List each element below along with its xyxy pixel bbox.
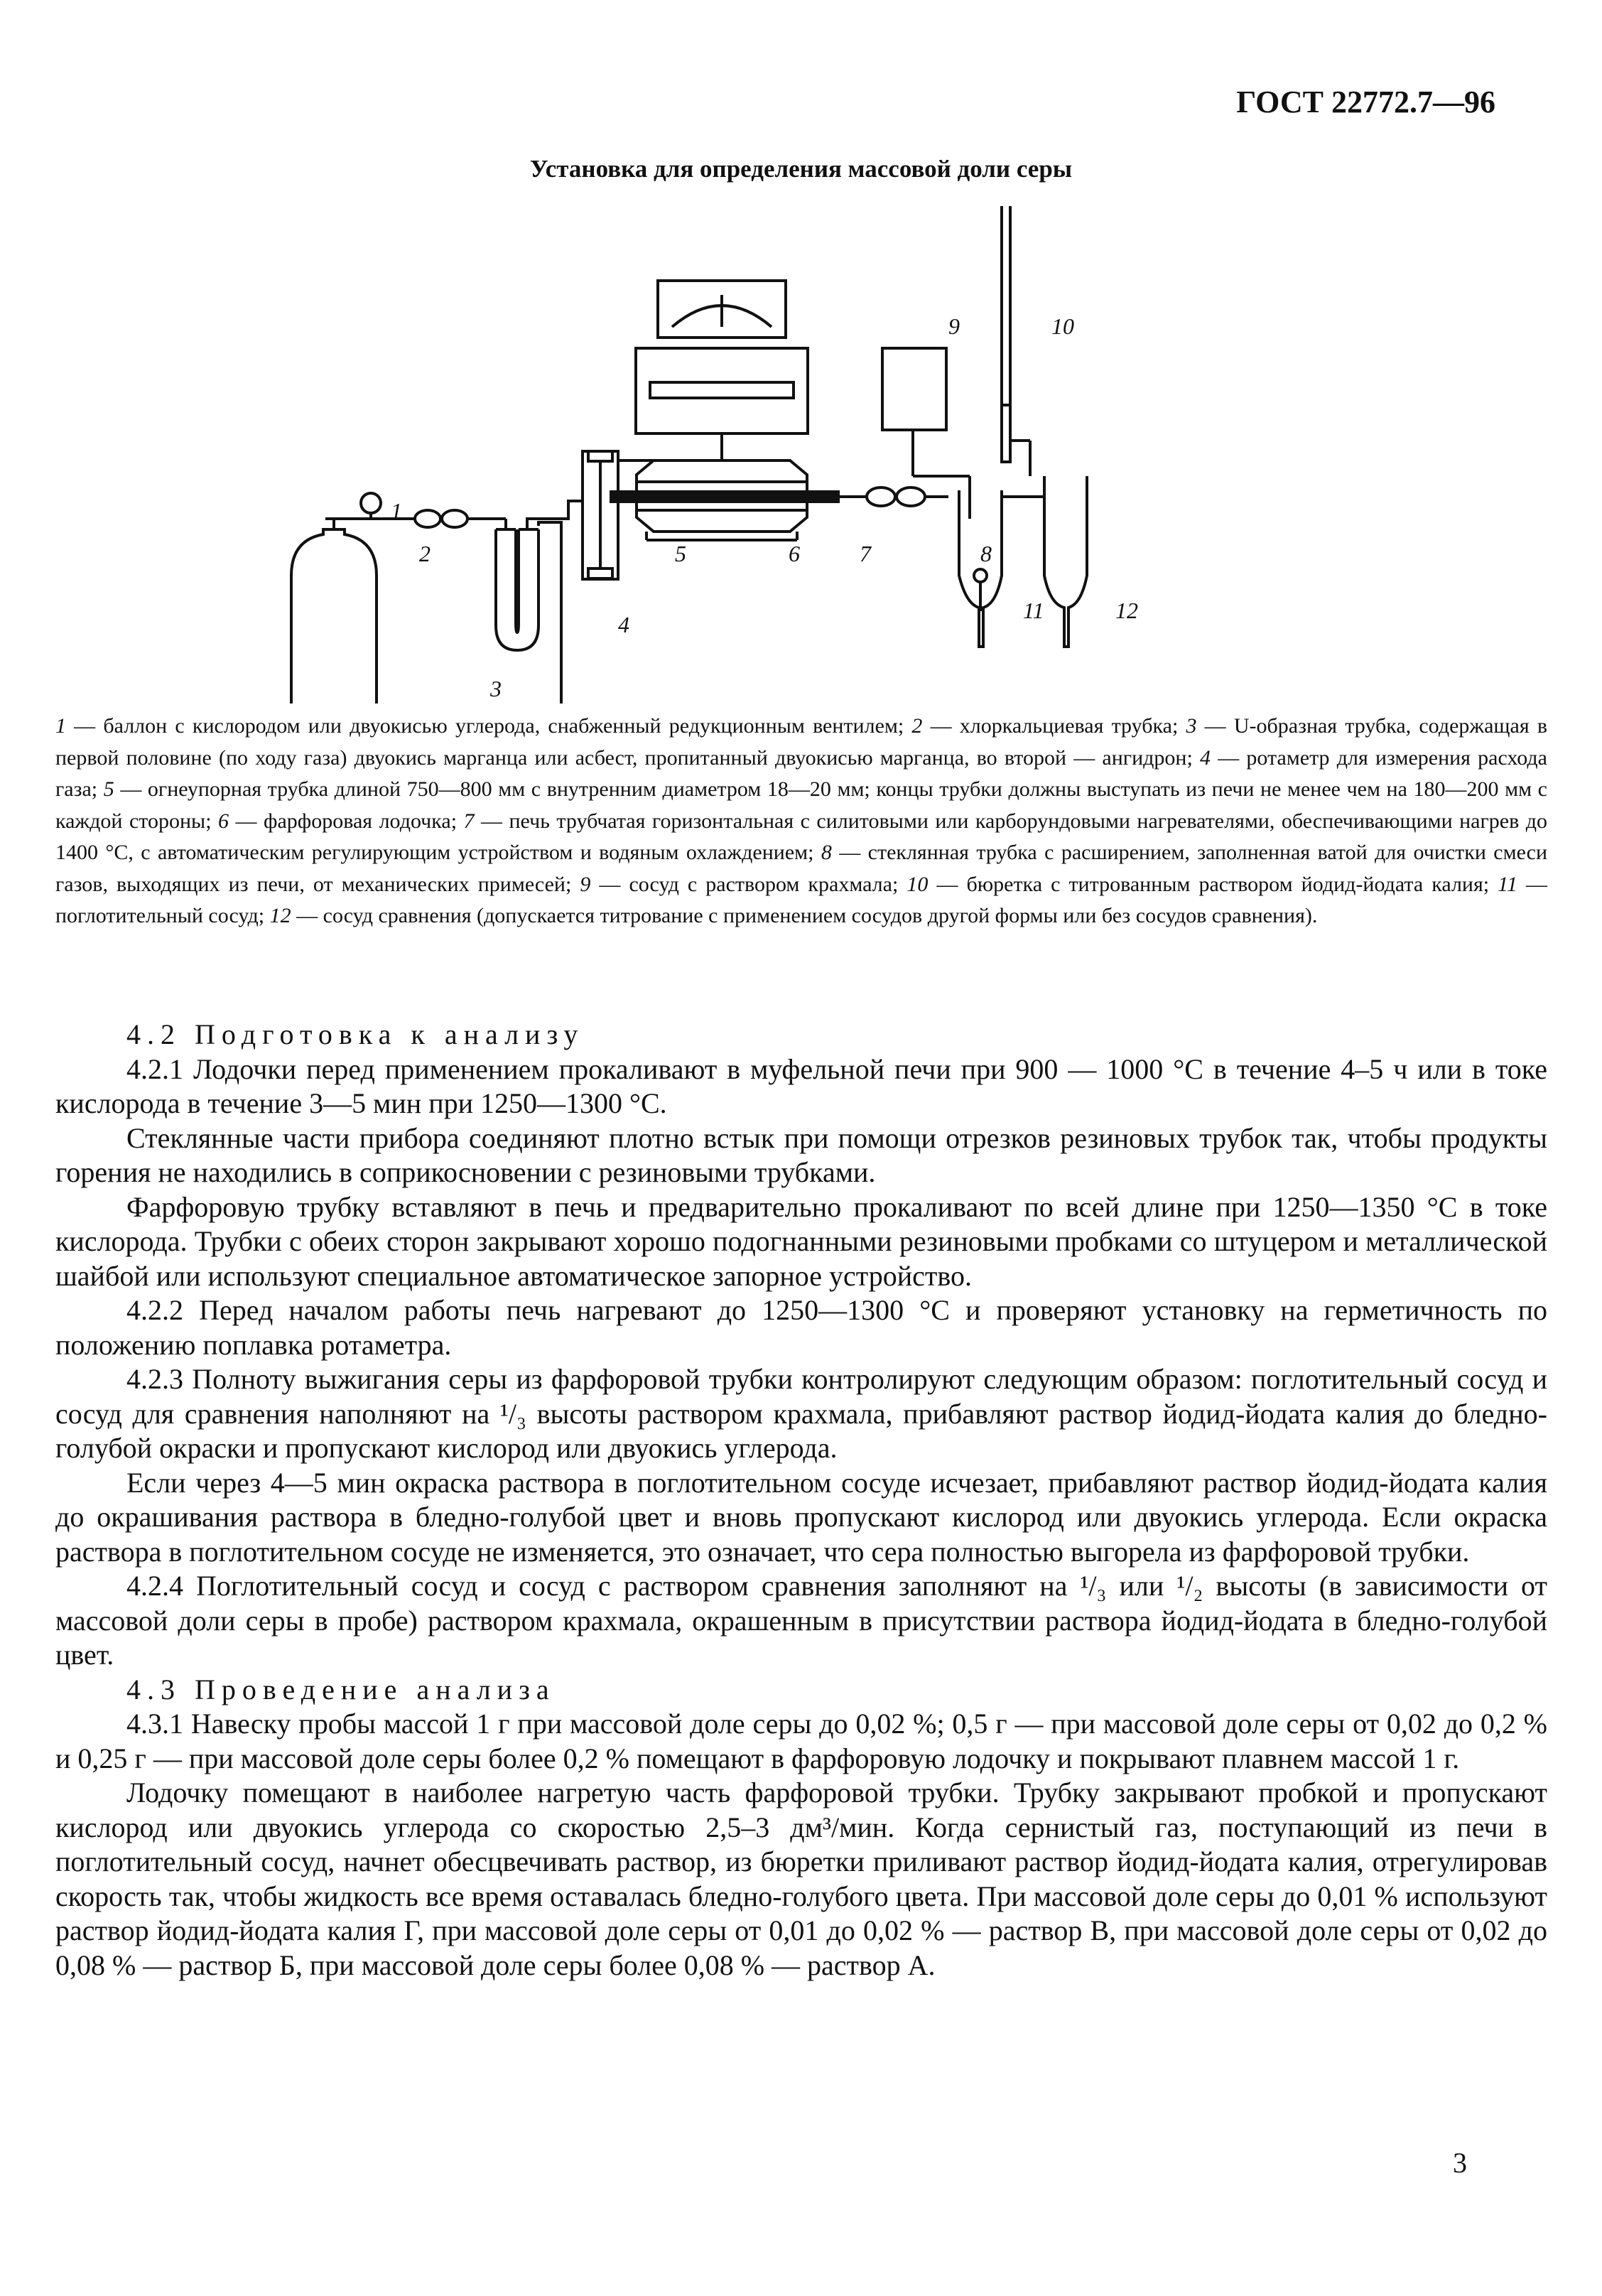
paragraph-4-2-1: 4.2.1 Лодочки перед применением прокаливают в муфельной печи при 900 — 1000 °С в течение 4–5 ч или в токе кислорода в течение 3—5 мин при 1250—1300 °С. (55, 1052, 1547, 1119)
section-heading-4-3: 4.3 Проведение анализа (126, 1673, 556, 1705)
paragraph-4-2-4: 4.2.4 Поглотительный сосуд и сосуд с раствором сравнения заполняют на ¹/₃ или ¹/₂ высоты (в зависимости от массовой доли серы в пробе) раствором крахмала, окрашенным в присутствии раствора йодид-йодата в бледно-голубой цвет. (55, 1570, 1547, 1671)
caption-num: 3 (1186, 714, 1197, 738)
page-number: 3 (1453, 2147, 1467, 2179)
caption-num: 7 (463, 809, 475, 833)
caption-num: 6 (218, 809, 229, 833)
caption-num: 1 (55, 714, 66, 738)
caption-text: — хлоркальциевая трубка; (922, 714, 1186, 738)
caption-num: 10 (906, 872, 929, 896)
calcium-chloride-tube (415, 510, 440, 527)
label-10: 10 (1051, 313, 1074, 339)
gas-cylinder (291, 529, 377, 704)
caption-text: — стеклянная трубка с расширением, заполненная ватой для очистки смеси газов, выходящих из печи, от механических примесей; (55, 841, 1548, 896)
caption-num: 11 (1498, 872, 1517, 896)
caption-text: — сосуд с раствором крахмала; (590, 872, 907, 896)
caption-num: 8 (821, 841, 832, 864)
label-11: 11 (1023, 598, 1044, 623)
label-8: 8 (980, 541, 992, 566)
paragraph-4-2-2: 4.2.2 Перед началом работы печь нагревают до 1250—1300 °С и проверяют установку на герметичность по положению поплавка ротаметра. (55, 1294, 1547, 1361)
caption-text: — U-образная трубка, содержащая в первой половине (по ходу газа) двуокись марганца или асбест, пропитанный двуокисью марганца, во второй — ангидрон; (55, 714, 1547, 770)
controller-box (636, 348, 808, 433)
starch-vessel (882, 348, 946, 430)
caption-num: 9 (580, 872, 591, 896)
caption-text: — баллон с кислородом или двуокисью углерода, снабженный редукционным вентилем; (66, 714, 912, 738)
figure-caption (55, 711, 1547, 932)
paragraph: Стеклянные части прибора соединяют плотно встык при помощи отрезков резиновых трубок так, чтобы продукты горения не находились в соприкосновении с резиновыми трубками. (55, 1121, 1547, 1188)
paragraph-4-2-3: 4.2.3 Полноту выжигания серы из фарфоровой трубки контролируют следующим образом: поглотительный сосуд и сосуд для сравнения наполняют на ¹/₃ высоты раствором крахмала, прибавляют раствор йодид-йодата калия до бледно-голубой окраски и пропускают кислород или двуокись углерода. (55, 1363, 1547, 1464)
caption-text: — фарфоровая лодочка; (229, 809, 464, 833)
caption-num: 5 (103, 777, 114, 801)
pressure-gauge-icon (361, 493, 381, 513)
caption-text: — огнеупорная трубка длиной 750—800 мм с внутренним диаметром 18—20 мм; концы трубки должны выступать из печи не менее чем на 180—200 мм с каждой стороны; (55, 777, 1547, 833)
caption-text: — поглотительный сосуд; (55, 872, 1548, 927)
label-4: 4 (618, 612, 629, 637)
label-7: 7 (860, 541, 871, 566)
caption-text: — печь трубчатая горизонтальная с силитовыми или карборундовыми нагревателями, обеспечивающими нагрев до 1400 °С, с автоматическим регулирующим устройством и водяным охлаждением; (55, 809, 1548, 864)
label-3: 3 (490, 676, 502, 701)
label-9: 9 (948, 313, 960, 339)
paragraph: Фарфоровую трубку вставляют в печь и предварительно прокаливают по всей длине при 1250—1350 °С в токе кислорода. Трубки с обеих сторон закрывают хорошо подогнанными резиновыми пробками со штуцером и металлической шайбой или используют специальное автоматическое запорное устройство. (55, 1190, 1547, 1292)
caption-num: 12 (269, 904, 291, 927)
caption-text: — ротаметр для измерения расхода газа; (55, 745, 1547, 801)
comparison-vessel (1044, 476, 1087, 647)
document-header: ГОСТ 22772.7—96 (1236, 85, 1495, 119)
label-6: 6 (789, 541, 800, 566)
caption-text: — бюретка с титрованным раствором йодид-йодата калия; (928, 872, 1498, 896)
paragraph: Если через 4—5 мин окраска раствора в поглотительном сосуде исчезает, прибавляют раствор йодид-йодата калия до окрашивания раствора в бледно-голубой цвет и вновь пропускают кислород или двуокись углерода. Если окраска раствора в поглотительном сосуде не изменяется, это означает, что сера полностью выгорела из фарфоровой трубки. (55, 1466, 1547, 1568)
burette (1002, 405, 1010, 462)
caption-num: 2 (911, 714, 923, 738)
caption-num: 4 (1200, 745, 1211, 770)
u-tube (496, 519, 538, 650)
label-2: 2 (419, 541, 431, 566)
apparatus-diagram (249, 206, 1314, 704)
figure-title: Установка для определения массовой доли серы (529, 155, 1073, 183)
label-1: 1 (391, 498, 402, 524)
paragraph: Лодочку помещают в наиболее нагретую часть фарфоровой трубки. Трубку закрывают пробкой и пропускают кислород или двуокись углерода со скоростью 2,5–3 дм³/мин. Когда сернистый газ, поступающий из печи в поглотительный сосуд, начнет обесцвечивать раствор, из бюретки приливают раствор йодид-йодата калия, отрегулировав скорость так, чтобы жидкость все время оставалась бледно-голубого цвета. При массовой доле серы до 0,01 % используют раствор йодид-йодата калия Г, при массовой доле серы от 0,01 до 0,02 % — раствор В, при массовой доле серы от 0,02 до 0,08 % — раствор Б, при массовой доле серы более 0,08 % — раствор А. (55, 1777, 1547, 1981)
glass-tube-expansion (867, 487, 895, 506)
label-12: 12 (1115, 598, 1138, 623)
caption-text: — сосуд сравнения (допускается титрование с применением сосудов другой формы или без сосудов сравнения). (291, 904, 1318, 927)
paragraph-4-3-1: 4.3.1 Навеску пробы массой 1 г при массовой доле серы до 0,02 %; 0,5 г — при массовой доле серы от 0,02 до 0,2 % и 0,25 г — при массовой доле серы более 0,2 % помещают в фарфоровую лодочку и покрывают плавнем массой 1 г. (55, 1708, 1547, 1774)
section-heading-4-2: 4.2 Подготовка к анализу (126, 1018, 585, 1050)
label-5: 5 (675, 541, 686, 566)
document-body (55, 1018, 1547, 1983)
